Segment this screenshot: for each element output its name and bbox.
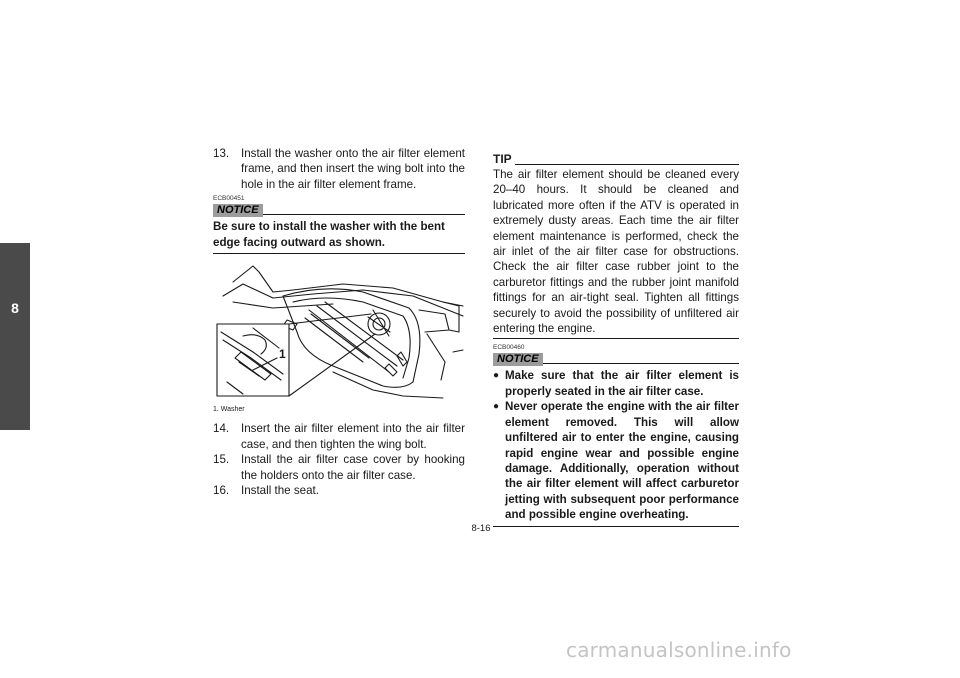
- step-13: [213, 146, 465, 192]
- watermark: carmanualsonline.info: [566, 638, 792, 662]
- washer-illustration: [213, 262, 465, 400]
- step-16: [213, 483, 465, 498]
- step-text: Insert the air filter element into the air filter case, and then tighten the wing bolt.: [241, 422, 465, 451]
- bullet-dot-icon: ●: [493, 370, 500, 382]
- notice-badge: NOTICE: [213, 204, 263, 217]
- notice-bullet: [493, 368, 739, 399]
- notice-rule: [263, 206, 465, 215]
- notice-code: ECB00460: [493, 344, 525, 352]
- chapter-number: 8: [11, 300, 19, 316]
- step-14: [213, 421, 465, 452]
- bullet-text: Make sure that the air filter element is properly seated in the air filter case.: [505, 369, 739, 398]
- figure-caption: 1. Washer: [213, 406, 245, 414]
- notice-text: Be sure to install the washer with the bent edge facing outward as shown.: [213, 219, 465, 254]
- step-number: 16.: [213, 484, 230, 498]
- notice-header: [213, 203, 465, 217]
- left-column: [213, 146, 465, 498]
- tip-rule: [515, 164, 739, 165]
- chapter-tab: [0, 243, 30, 430]
- notice-badge: NOTICE: [493, 353, 543, 366]
- tip-header: [493, 153, 739, 165]
- bullet-text: Never operate the engine with the air filter element removed. This will allow unfiltered air to enter the engine, causing rapid engine wear and possible engine damage. Additionally, operation without the air filter element will affect carburetor jetting with subsequent poor performance and possible engine overheating.: [505, 400, 739, 522]
- step-number: 15.: [213, 453, 230, 467]
- notice-bullet: [493, 399, 739, 522]
- step-number: 13.: [213, 147, 230, 160]
- page-number: 8-16: [471, 523, 491, 534]
- step-number: 14.: [213, 422, 230, 436]
- step-text: Install the seat.: [241, 484, 319, 498]
- right-column: [493, 153, 739, 527]
- notice-code: ECB00451: [213, 195, 245, 203]
- bullet-dot-icon: ●: [493, 401, 500, 413]
- step-text: Install the washer onto the air filter element frame, and then insert the wing bolt into the hole in the air filter element frame.: [241, 147, 465, 191]
- tip-text: The air filter element should be cleaned every 20–40 hours. It should be cleaned and lubricated more often if the ATV is operated in extremely dusty areas. Each time the air filter element maintenance is performed, check the air inlet of the air filter case for obstructions. Check the air filter case rubber joint to the carburetor fittings and the rubber joint manifold fittings for an air-tight seal. Tighten all fittings securely to avoid the possibility of unfiltered air entering the engine.: [493, 167, 739, 339]
- step-15: [213, 452, 465, 483]
- tip-label: TIP: [493, 152, 512, 166]
- notice-bullet-list: [493, 368, 739, 526]
- step-text: Install the air filter case cover by hooking the holders onto the air filter case.: [241, 453, 465, 482]
- notice-rule: [543, 355, 739, 364]
- notice-header: [493, 352, 739, 366]
- figure-callout: 1: [279, 347, 286, 362]
